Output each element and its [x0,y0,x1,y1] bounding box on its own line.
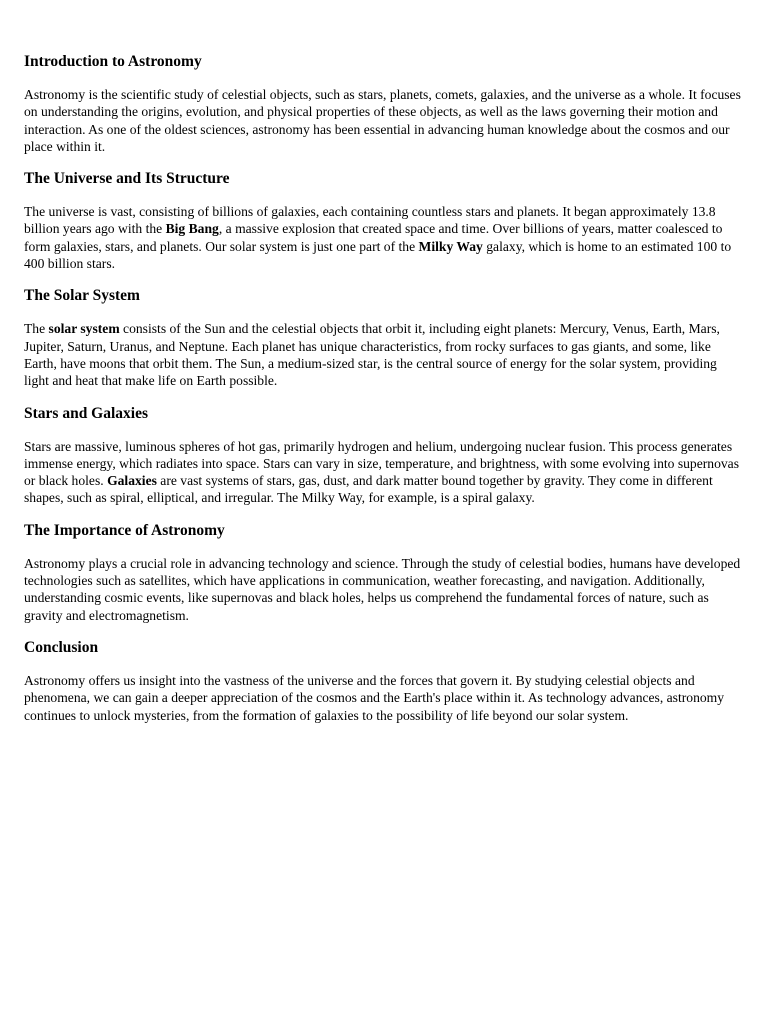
section-heading: Conclusion [24,638,99,656]
text-run: , a massive explosion that created space and time. Over billions of years, matter coalesced to form galaxies, stars, and planets. Our solar system is just one part of the [24,221,723,254]
text-run: consists of the Sun and the celestial objects that orbit it, including eight planets: Mercury, Venus, Earth, Mars, Jupiter, Saturn, Uranus, and Neptune. Each planet has unique characteristics, from rocky surfaces to gas giants, and some, like Earth, have moons that orbit them. The Sun, a medium-sized star, is the central source of energy for the solar system, providing light and heat that make life on Earth possible. [24,321,720,389]
section-heading: The Importance of Astronomy [24,521,225,539]
text-run: Astronomy is the scientific study of celestial objects, such as stars, planets, comets, galaxies, and the universe as a whole. It focuses on understanding the origins, evolution, and physical properties of these objects, as well as the laws governing their motion and interaction. As one of the oldest sciences, astronomy has been essential in advancing human knowledge about the cosmos and our place within it. [24,87,741,154]
section-paragraph [24,203,744,272]
section-importance [24,521,744,624]
section-introduction [24,52,744,155]
section-heading: The Universe and Its Structure [24,170,230,188]
section-universe-structure [24,169,744,272]
section-stars-galaxies [24,404,744,507]
bold-term-solar-system: solar system [48,321,120,337]
section-paragraph [24,320,744,389]
text-run: Astronomy plays a crucial role in advancing technology and science. Through the study of celestial bodies, humans have developed technologies such as satellites, which have applications in communication, weather forecasting, and navigation. Additionally, understanding cosmic events, like supernovas and black holes, helps us comprehend the fundamental forces of nature, such as gravity and electromagnetism. [24,555,741,623]
bold-term-galaxies: Galaxies [107,473,157,489]
section-paragraph [24,672,744,724]
section-solar-system [24,286,744,389]
text-run: Astronomy offers us insight into the vastness of the universe and the forces that govern it. By studying celestial objects and phenomena, we can gain a deeper appreciation of the cosmos and the Earth's place within it. As technology advances, astronomy continues to unlock mysteries, from the formation of galaxies to the possibility of life beyond our solar system. [24,672,725,723]
text-run: are vast systems of stars, gas, dust, and dark matter bound together by gravity. They come in different shapes, such as spiral, elliptical, and irregular. The Milky Way, for example, is a spiral galaxy. [24,473,713,506]
text-run: The [24,321,49,337]
section-paragraph [24,86,744,155]
section-heading: Stars and Galaxies [24,404,149,422]
text-run: Stars are massive, luminous spheres of hot gas, primarily hydrogen and helium, undergoing nuclear fusion. This process generates immense energy, which radiates into space. Stars can vary in size, temperature, and brightness, with some evolving into supernovas or black holes. [24,438,739,489]
document-page [24,52,744,738]
text-run: The universe is vast, consisting of billions of galaxies, each containing countless stars and planets. It began approximately 13.8 billion years ago with the [24,204,716,237]
bold-term-big-bang: Big Bang [165,221,219,237]
text-run: galaxy, which is home to an estimated 100 to 400 billion stars. [24,238,732,272]
section-conclusion [24,638,744,724]
section-paragraph [24,438,744,507]
section-heading: The Solar System [24,287,140,305]
section-paragraph [24,555,744,624]
bold-term-milky-way: Milky Way [418,238,483,254]
section-heading: Introduction to Astronomy [24,53,202,70]
